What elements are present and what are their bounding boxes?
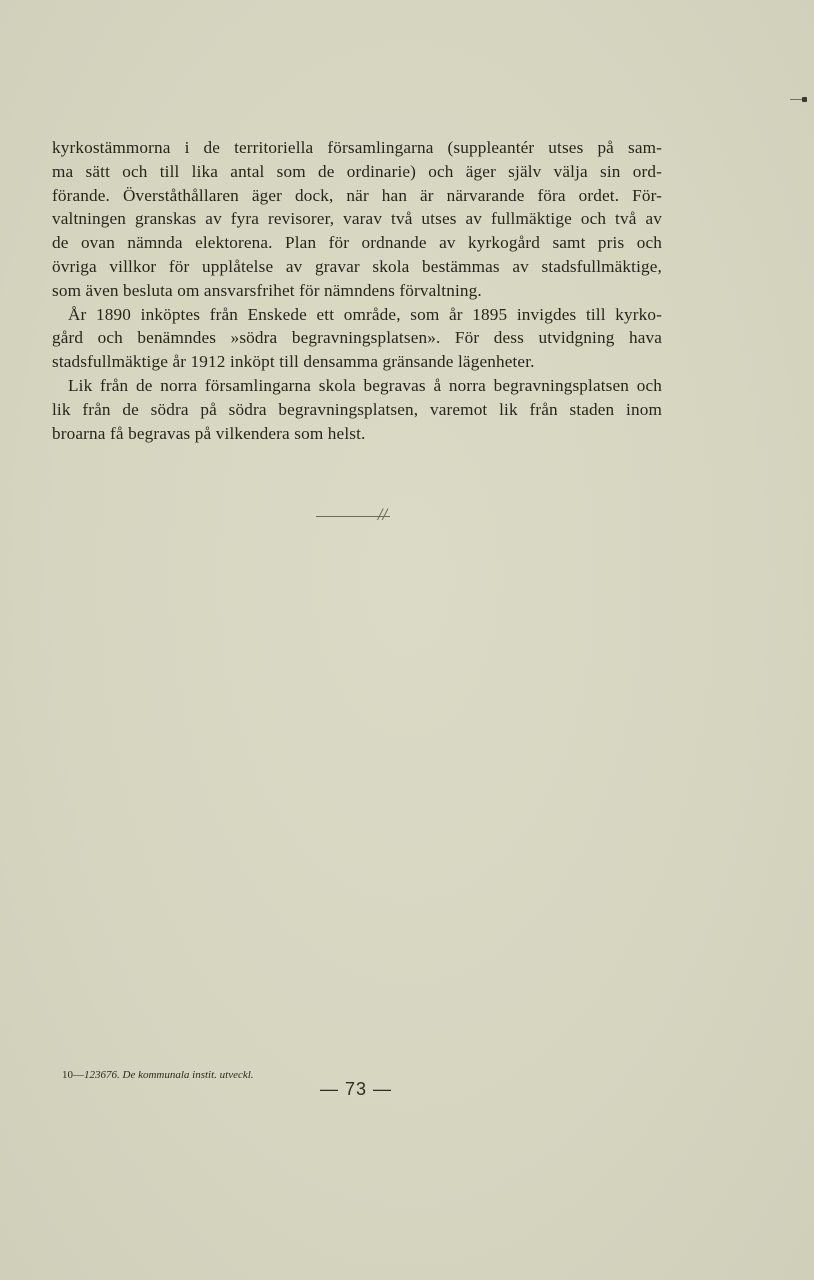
text-line: de ovan nämnda elektorena. Plan för ordnande av kyrkogård samt pris och bbox=[52, 233, 662, 253]
text-line: År 1890 inköptes från Enskede ett område, som år 1895 invigdes till kyrko- bbox=[68, 304, 662, 324]
text-line: övriga villkor för upplåtelse av gravar skola bestämmas av stadsfullmäktige, bbox=[52, 256, 662, 276]
text-line: Lik från de norra församlingarna skola begravas å norra begravningsplatsen och bbox=[68, 375, 662, 395]
text-line: som även besluta om ansvarsfrihet för nämndens förvaltning. bbox=[52, 280, 482, 300]
edge-print-mark bbox=[790, 98, 808, 102]
text-line: valtningen granskas av fyra revisorer, varav två utses av fullmäktige och två av bbox=[52, 209, 662, 229]
footnote-prefix: 10— bbox=[62, 1069, 84, 1081]
footnote-text: 123676. De kommunala instit. utveckl. bbox=[84, 1069, 254, 1081]
separator-mark: // bbox=[378, 507, 388, 523]
text-line: lik från de södra på södra begravningsplatsen, varemot lik från staden inom bbox=[52, 399, 662, 419]
text-line: gård och benämndes »södra begravningsplatsen». För dess utvidgning hava bbox=[52, 328, 662, 348]
page-number: — 73 — bbox=[319, 1079, 393, 1099]
text-line: ma sätt och till lika antal som de ordinarie) och äger själv välja sin ord- bbox=[52, 161, 662, 181]
section-separator bbox=[316, 509, 390, 523]
print-footnote bbox=[62, 1069, 254, 1081]
text-line: stadsfullmäktige år 1912 inköpt till densamma gränsande lägenheter. bbox=[52, 352, 535, 372]
text-line: förande. Överståthållaren äger dock, när han är närvarande föra ordet. För- bbox=[52, 185, 662, 205]
text-line: kyrkostämmorna i de territoriella församlingarna (suppleantér utses på sam- bbox=[52, 138, 662, 157]
text-line: broarna få begravas på vilkendera som helst. bbox=[52, 423, 366, 443]
body-text bbox=[52, 136, 662, 445]
edge-mark-dot bbox=[802, 97, 807, 102]
